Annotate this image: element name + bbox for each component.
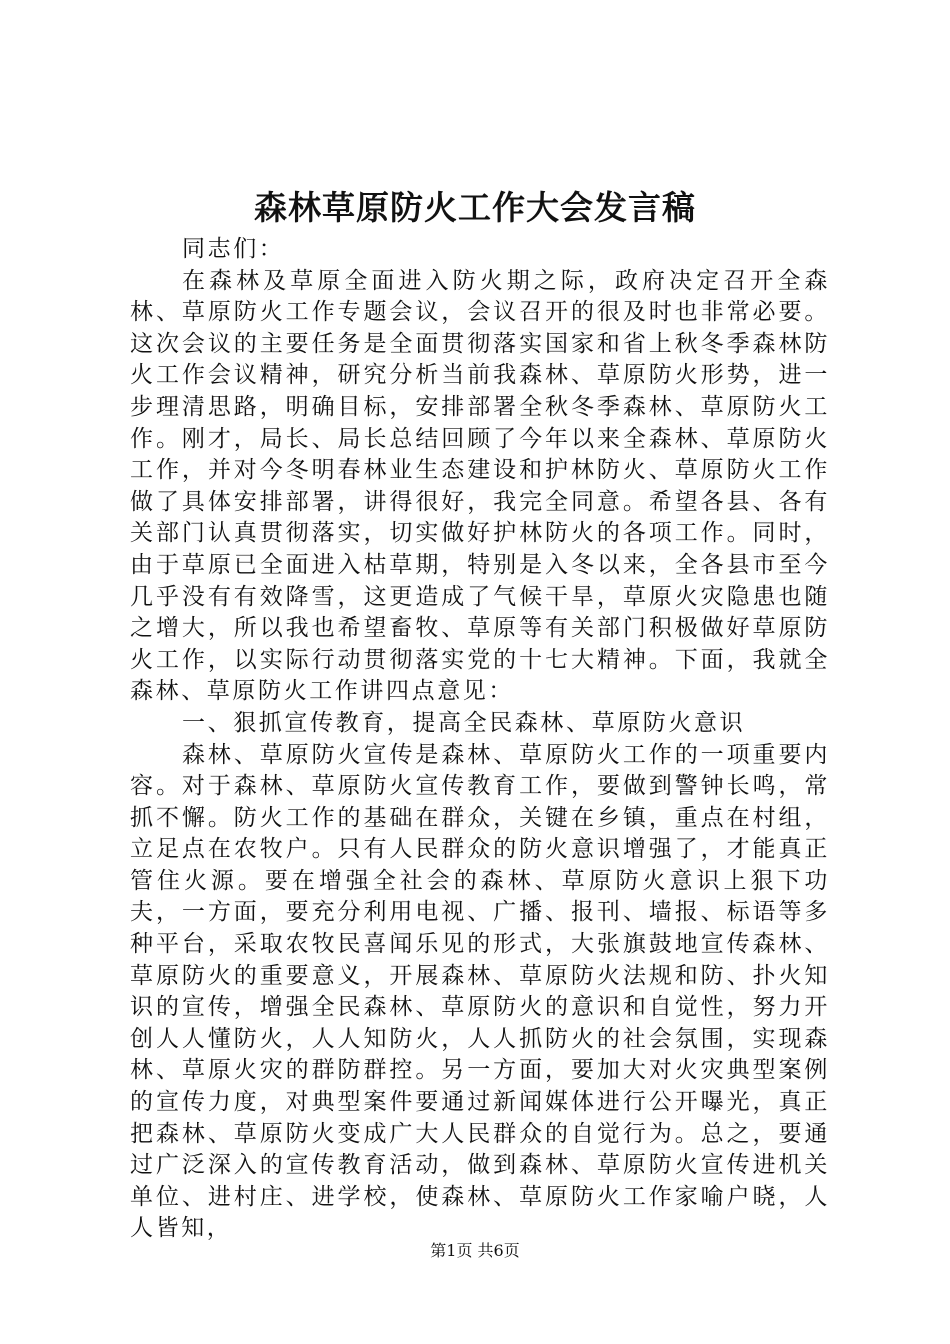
paragraph-intro: 在森林及草原全面进入防火期之际，政府决定召开全森林、草原防火工作专题会议，会议召开的很及时也非常必要。这次会议的主要任务是全面贯彻落实国家和省上秋冬季森林防火工作会议精神，研究分析当前我森林、草原防火形势，进一步理清思路，明确目标，安排部署全秋冬季森林、草原防火工作。刚才，局长、局长总结回顾了今年以来全森林、草原防火工作，并对今冬明春林业生态建设和护林防火、草原防火工作做了具体安排部署，讲得很好，我完全同意。希望各县、各有关部门认真贯彻落实，切实做好护林防火的各项工作。同时，由于草原已全面进入枯草期，特别是入冬以来，全各县市至今几乎没有有效降雪，这更造成了气候干旱，草原火灾隐患也随之增大，所以我也希望畜牧、草原等有关部门积极做好草原防火工作，以实际行动贯彻落实党的十七大精神。下面，我就全森林、草原防火工作讲四点意见： (130, 267, 830, 705)
page-footer: 第1页 共6页 (430, 1241, 520, 1260)
salutation: 同志们： (182, 236, 285, 262)
paragraph-section-1: 森林、草原防火宣传是森林、草原防火工作的一项重要内容。对于森林、草原防火宣传教育工作，要做到警钟长鸣，常抓不懈。防火工作的基础在群众，关键在乡镇，重点在村组，立足点在农牧户。只有人民群众的防火意识增强了，才能真正管住火源。要在增强全社会的森林、草原防火意识上狠下功夫，一方面，要充分利用电视、广播、报刊、墙报、标语等多种平台，采取农牧民喜闻乐见的形式，大张旗鼓地宣传森林、草原防火的重要意义，开展森林、草原防火法规和防、扑火知识的宣传，增强全民森林、草原防火的意识和自觉性，努力开创人人懂防火，人人知防火，人人抓防火的社会氛围，实现森林、草原火灾的群防群控。另一方面，要加大对火灾典型案例的宣传力度，对典型案件要通过新闻媒体进行公开曝光，真正把森林、草原防火变成广大人民群众的自觉行为。总之，要通过广泛深入的宣传教育活动，做到森林、草原防火宣传进机关单位、进村庄、进学校，使森林、草原防火工作家喻户晓，人人皆知， (130, 741, 830, 1242)
document-body (130, 234, 830, 1245)
document-title: 森林草原防火工作大会发言稿 (254, 188, 696, 227)
section-heading-1: 一、狠抓宣传教育，提高全民森林、草原防火意识 (182, 709, 746, 736)
